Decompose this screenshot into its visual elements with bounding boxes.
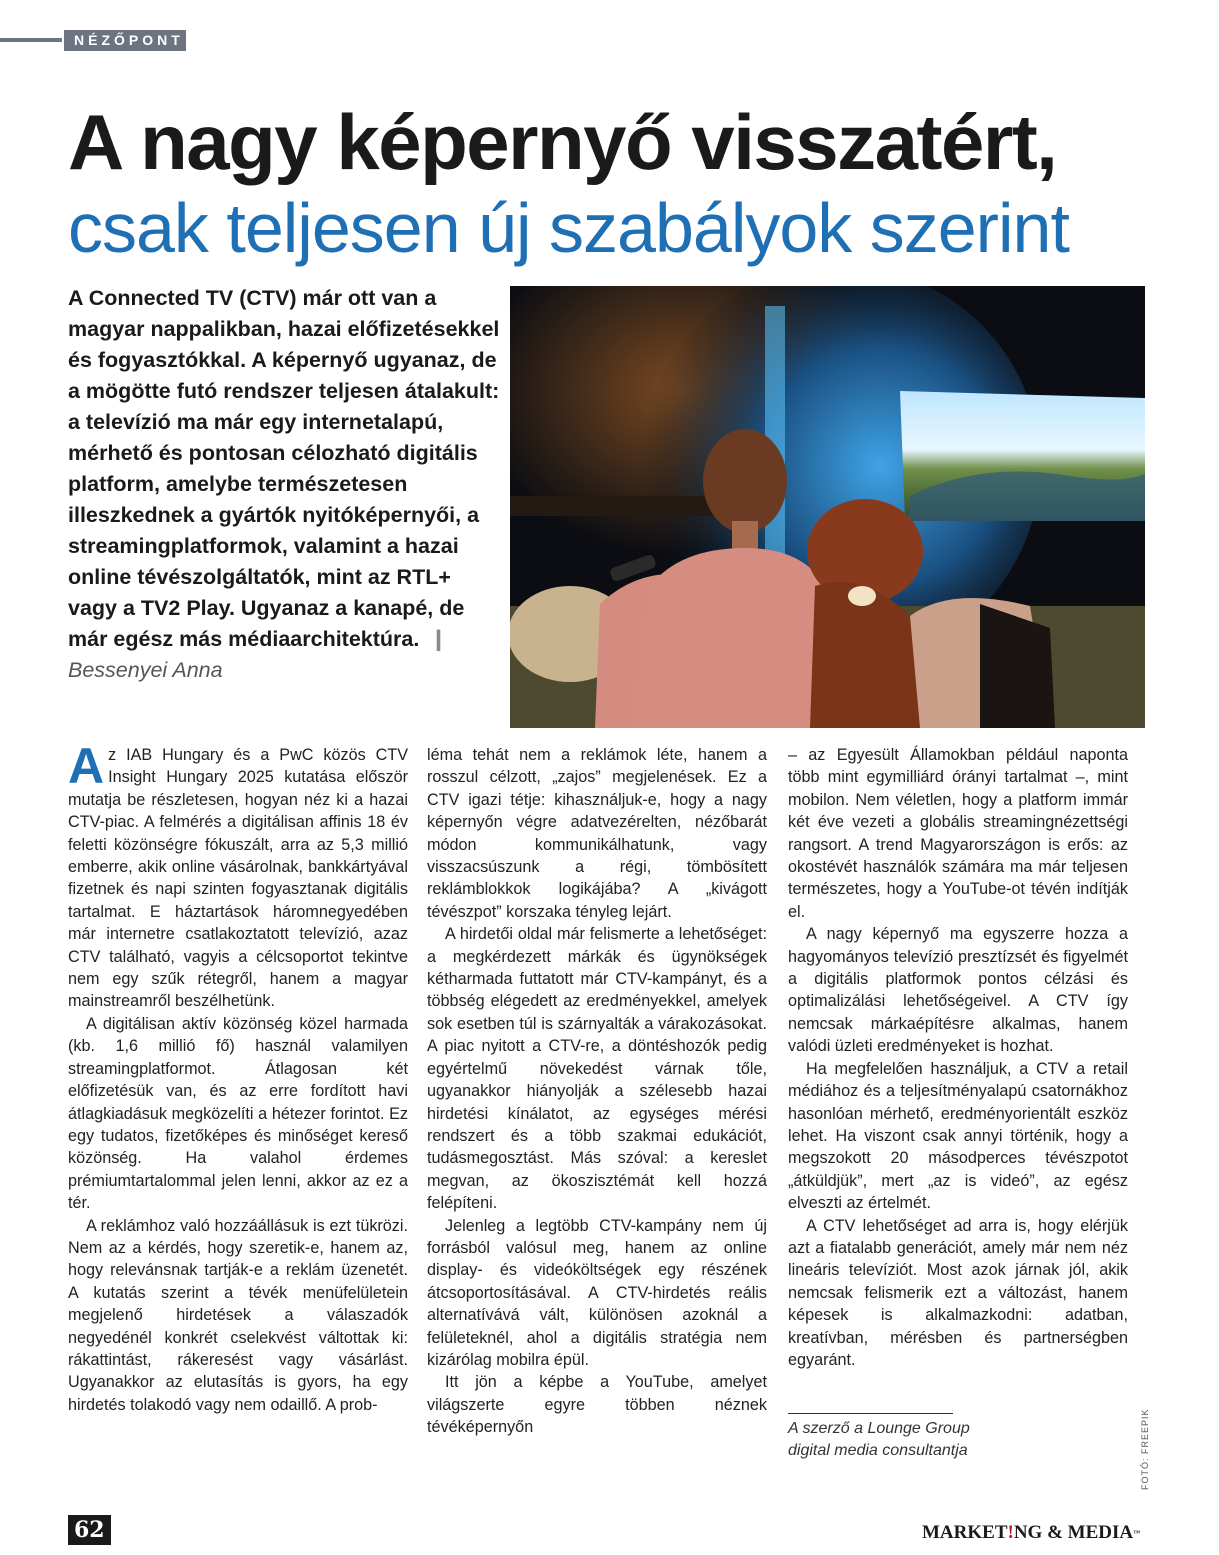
section-rule bbox=[0, 38, 62, 42]
article-paragraph: A digitálisan aktív közönség közel harmada (kb. 1,6 millió fő) használ valamilyen streamingplatformot. Átlagosan két előfizetésük van, és az erre fordított havi átlagkiadásuk megközelíti a hétezer forintot. Ez egy tudatos, fizetőképes és minőséget kereső közönség. Ha valahol érdemes prémiumtartalommal jelen lenni, akkor az ez a tér. bbox=[68, 1014, 408, 1213]
footnote-divider bbox=[788, 1413, 953, 1414]
article-column-1 bbox=[68, 738, 408, 1416]
section-label: NÉZŐPONT bbox=[64, 30, 186, 51]
page-number: 62 bbox=[68, 1515, 111, 1545]
section-label-bar bbox=[0, 30, 186, 51]
author-name: Bessenyei Anna bbox=[68, 658, 223, 682]
article-paragraph: Ha megfelelően használjuk, a CTV a retail médiához és a teljesítményalapú csatornákhoz hasonlóan mérhető, eredményorientált eszköz lehet. Ha viszont csak annyi történik, hogy a megszokott 20 másodperces tévészpotot „átküldjük”, mert „az is videó”, az egész elveszti az értelmét. bbox=[788, 1059, 1128, 1213]
logo-text: NG & MEDIA bbox=[1013, 1522, 1134, 1543]
article-column-3 bbox=[788, 744, 1128, 1371]
magazine-logo bbox=[922, 1521, 1152, 1545]
headline-primary: A nagy képernyő visszatért, bbox=[68, 98, 1057, 186]
article-paragraph: Jelenleg a legtöbb CTV-kampány nem új forrásból valósul meg, hanem az online display- és videóköltségek egy részének átcsoportosításával. A CTV-hirdetés reális alternatívává vált, különösen azoknál a felületeknél, ahol a digitális stratégia nem kizárólag mobilra épül. bbox=[427, 1216, 767, 1369]
article-paragraph: – az Egyesült Államokban például naponta több mint egymilliárd órányi tartalmat –, mint mobilon. Nem véletlen, hogy a platform immár két éve vezeti a globális streamingnézettségi rangsort. A trend Magyarországon is erős: az okostévét használók számára ma már teljesen természetes, hogy a YouTube-ot tévén indítják el. bbox=[788, 746, 1128, 921]
article-paragraph: A nagy képernyő ma egyszerre hozza a hagyományos televízió presztízsét és figyelmét a digitális platformok pontos célzási és optimalizálási lehetőségeivel. A CTV így nemcsak márkaépítésre alkalmas, hanem valódi üzleti eredményeket is hozhat. bbox=[788, 925, 1128, 1056]
trademark-symbol: ™ bbox=[1133, 1529, 1141, 1537]
lead-separator: ❙ bbox=[429, 627, 448, 651]
author-footnote bbox=[788, 1418, 1088, 1462]
article-text: z IAB Hungary és a PwC közös CTV Insight Hungary 2025 kutatása először mutatja be részletesen, hogyan néz ki a hazai CTV-piac. A felmérés a digitálisan affinis 18 év feletti közönségre fókuszált, arra az 5,3 millió emberre, akik online vásárolnak, bankkártyával fizetnek és napi szinten fogyasztanak digitális tartalmat. E háztartások háromnegyedében már internetre csatlakoztatott televízió, azaz CTV található, vagyis a célcsoportot tekintve nem egy szűk rétegről, hanem a magyar mainstreamről beszélhetünk. bbox=[68, 746, 408, 1011]
lead-text: A Connected TV (CTV) már ott van a magyar nappalikban, hazai előfizetésekkel és fogyasztókkal. A képernyő ugyanaz, de a mögötte futó rendszer teljesen átalakult: a televízió ma már egy internetalapú, mérhető és pontosan célozható digitális platform, amelybe természetesen illeszkednek a gyártók nyitóképernyői, a streamingplatformok, valamint a hazai online tévészolgáltatók, mint az RTL+ vagy a TV2 Play. Ugyanaz a kanapé, de már egész más médiaarchitektúra. bbox=[68, 286, 500, 651]
photo-credit-text: FOTÓ: FREEPIK bbox=[1140, 1408, 1150, 1490]
logo-exclamation: ! bbox=[1007, 1522, 1014, 1543]
lead-paragraph bbox=[68, 283, 500, 686]
footnote-line: digital media consultantja bbox=[788, 1442, 968, 1459]
logo-text: MARKET bbox=[922, 1522, 1008, 1543]
dropcap: A bbox=[68, 738, 105, 794]
article-column-2 bbox=[427, 744, 767, 1439]
headline-secondary: csak teljesen új szabályok szerint bbox=[68, 189, 1069, 267]
article-paragraph: léma tehát nem a reklámok léte, hanem a rosszul célzott, „zajos” megjelenések. Ez a CTV igazi tétje: kihasználjuk-e, hogy a nagy képernyőn végre adatvezérelten, nézőbarát módon kommunikálhatunk, vagy visszacsúszunk a régi, tömbösített reklámblokkok logikájába? A „kivágott tévészpot” korszaka tényleg lejárt. bbox=[427, 746, 767, 921]
family-watching-tv-photo bbox=[510, 286, 1145, 728]
article-paragraph: A reklámhoz való hozzáállásuk is ezt tükrözi. Nem az a kérdés, hogy szeretik-e, hanem az, hogy relevánsnak tartják-e a reklám üzenetét. A kutatás szerint a tévék menüfelületein megjelenő hirdetések a válaszadók negyedénél konkrét cselekvést váltottak ki: rákattintást, rákeresést vagy vásárlást. Ugyanakkor az elutasítás is gyors, ha egy hirdetés tolakodó vagy nem odaillő. A prob- bbox=[68, 1216, 408, 1414]
article-paragraph: A CTV lehetőséget ad arra is, hogy elérjük azt a fiatalabb generációt, amely már nem néz lineáris televíziót. Most azok járnak jól, akik nemcsak felismerik ezt a változást, hanem képesek is alkalmazkodni: adatban, kreatívban, mérésben és partnerségben egyaránt. bbox=[788, 1216, 1128, 1369]
footnote-line: A szerző a Lounge Group bbox=[788, 1420, 970, 1437]
article-paragraph bbox=[68, 738, 408, 1013]
photo-illustration bbox=[510, 286, 1145, 728]
article-paragraph: A hirdetői oldal már felismerte a lehetőséget: a megkérdezett márkák és ügynökségek kétharmada futtatott már CTV-kampányt, és a többség elégedett az eredményekkel, amelyek sok esetben túl is szárnyalták a várakozásokat. A piac nyitott a CTV-re, a döntéshozók pedig egyértelmű növekedést várnak tőle, ugyanakkor hiányolják a szélesebb hazai hirdetési kínálatot, az egységes mérési rendszert és a több szakmai edukációt, tudásmegosztást. Más szóval: a kereslet megvan, az ökoszisztémát kell hozzá felépíteni. bbox=[427, 925, 767, 1213]
photo-credit bbox=[1138, 1400, 1152, 1490]
article-paragraph: Itt jön a képbe a YouTube, amelyet világszerte egyre többen néznek tévéképernyőn bbox=[427, 1373, 767, 1437]
